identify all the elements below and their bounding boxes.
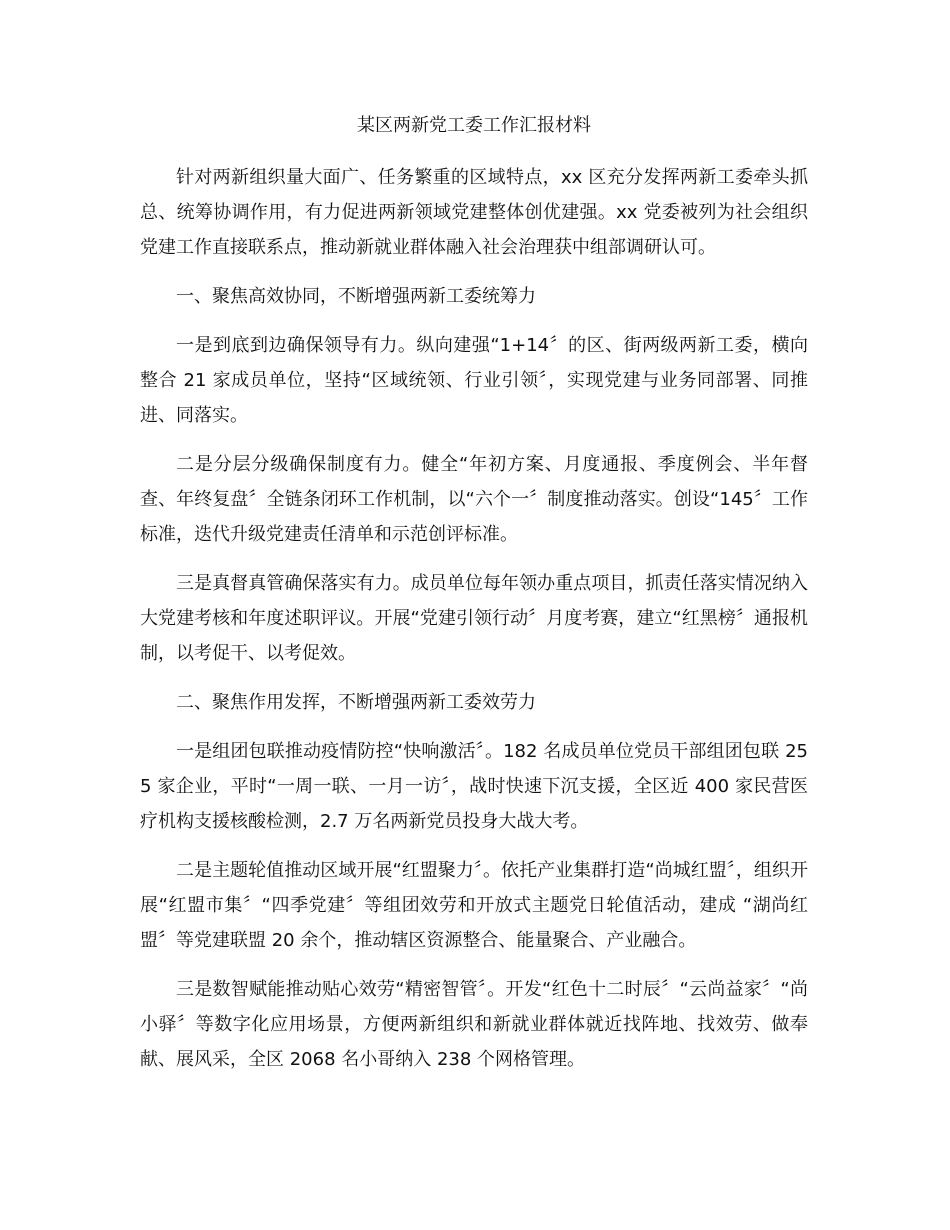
section-2-paragraph-2: 二是主题轮值推动区域开展“红盟聚力〞。依托产业集群打造“尚城红盟〞，组织开展“红盟市集〞“四季党建〞等组团效劳和开放式主题党日轮值活动，建成 “湖尚红盟〞等党建联盟 20 余个，推动辖区资源整合、能量聚合、产业融合。: [140, 860, 808, 951]
section-heading-2: 二、聚焦作用发挥，不断增强两新工委效劳力: [176, 692, 536, 713]
section-1-paragraph-2: 二是分层分级确保制度有力。健全“年初方案、月度通报、季度例会、半年督查、年终复盘〞全链条闭环工作机制，以“六个一〞制度推动落实。创设“145〞工作标准，迭代升级党建责任清单和示范创评标准。: [140, 454, 808, 545]
document-title: 某区两新党工委工作汇报材料: [357, 115, 591, 136]
section-heading-1: 一、聚焦高效协同，不断增强两新工委统筹力: [176, 286, 536, 307]
intro-paragraph: 针对两新组织量大面广、任务繁重的区域特点，xx 区充分发挥两新工委牵头抓总、统筹协调作用，有力促进两新领域党建整体创优建强。xx 党委被列为社会组织党建工作直接联系点，推动新就业群体融入社会治理获中组部调研认可。: [140, 167, 808, 258]
document-body: [140, 112, 808, 1091]
section-2-paragraph-3: 三是数智赋能推动贴心效劳“精密智管〞。开发“红色十二时辰〞“云尚益家〞“尚小驿〞等数字化应用场景，方便两新组织和新就业群体就近找阵地、找效劳、做奉献、展风采，全区 2068 名小哥纳入 238 个网格管理。: [140, 979, 808, 1070]
section-2-paragraph-1: 一是组团包联推动疫情防控“快响激活〞。182 名成员单位党员干部组团包联 255 家企业，平时“一周一联、一月一访〞，战时快速下沉支援，全区近 400 家民营医疗机构支援核酸检测，2.7 万名两新党员投身大战大考。: [140, 741, 808, 832]
section-1-paragraph-1: 一是到底到边确保领导有力。纵向建强“1+14〞的区、街两级两新工委，横向整合 21 家成员单位，坚持“区域统领、行业引领〞，实现党建与业务同部署、同推进、同落实。: [140, 335, 808, 426]
section-1-paragraph-3: 三是真督真管确保落实有力。成员单位每年领办重点项目，抓责任落实情况纳入大党建考核和年度述职评议。开展“党建引领行动〞月度考赛，建立“红黑榜〞通报机制，以考促干、以考促效。: [140, 573, 808, 664]
